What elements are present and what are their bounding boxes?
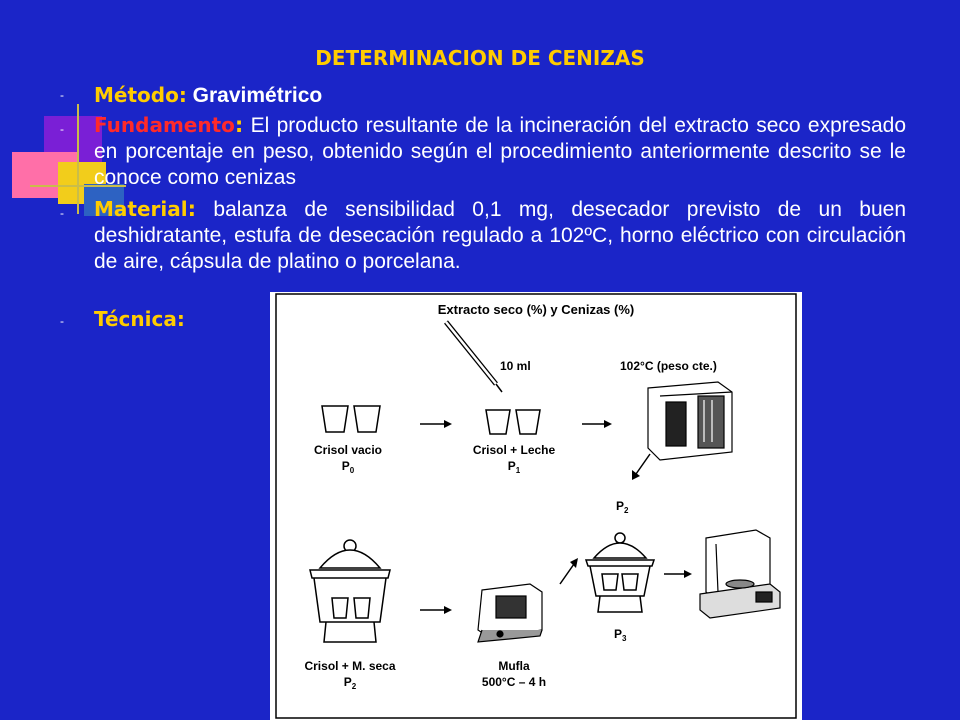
mufla-conditions-label: 500°C – 4 h xyxy=(481,675,547,689)
figure-title: Extracto seco (%) y Cenizas (%) xyxy=(437,302,635,317)
bullet-dash: - xyxy=(60,122,64,136)
tecnica-figure xyxy=(270,292,802,720)
item-material xyxy=(94,196,906,275)
bullet-dash: - xyxy=(60,206,64,220)
p2-label-bottom: $P_2$ xyxy=(343,675,357,691)
metodo-value: Gravimétrico xyxy=(192,84,323,107)
tecnica-label: Técnica: xyxy=(94,307,185,331)
fundamento-text: El producto resultante de la incineración del extracto seco expresado en porcentaje en peso, obtenido según el procedimiento anteriormente descrito se le conoce como cenizas xyxy=(94,114,906,189)
material-label: Material xyxy=(94,197,188,221)
bullet-dash: - xyxy=(60,88,64,102)
arrow-icon xyxy=(664,570,692,578)
p2-label: $P_2$ xyxy=(616,499,629,515)
crisol-mseca-label: Crisol + M. seca xyxy=(304,659,396,673)
decor-vertical-line xyxy=(77,104,79,214)
item-fundamento xyxy=(94,112,906,191)
p3-label: $P_3$ xyxy=(614,627,627,643)
p1-label: $P_1$ xyxy=(507,459,521,475)
fundamento-colon: : xyxy=(234,113,244,137)
material-text: balanza de sensibilidad 0,1 mg, desecador previsto de un buen deshidratante, estufa de desecación regulado a 102ºC, horno eléctrico con circulación de aire, cápsula de platino o porcelana. xyxy=(94,198,906,273)
material-colon: : xyxy=(187,197,196,221)
figure-border xyxy=(276,294,796,718)
crisol-leche-label: Crisol + Leche xyxy=(472,443,556,457)
item-metodo xyxy=(94,82,906,109)
metodo-label: Método: xyxy=(94,83,187,107)
mufla-label: Mufla xyxy=(498,659,530,673)
arrow-icon xyxy=(632,454,650,480)
arrow-icon xyxy=(420,420,452,428)
pipette-icon xyxy=(446,322,502,392)
arrow-icon xyxy=(582,420,612,428)
muffle-furnace-icon xyxy=(478,584,542,642)
fundamento-label: Fundamento xyxy=(94,113,235,137)
p0-label: $P_0$ xyxy=(341,459,355,475)
arrow-icon xyxy=(560,558,578,584)
temperature-label: 102°C (peso cte.) xyxy=(620,359,717,373)
procedure-diagram xyxy=(270,292,802,720)
oven-icon xyxy=(648,382,732,460)
crucibles-milk-icon xyxy=(486,410,540,434)
volume-label: 10 ml xyxy=(500,359,531,373)
bullet-dash: - xyxy=(60,314,64,328)
slide-title: DETERMINACION DE CENIZAS xyxy=(315,46,645,70)
crisol-vacio-label: Crisol vacio xyxy=(313,443,383,457)
desiccator-icon xyxy=(586,533,654,612)
balance-icon xyxy=(700,530,780,618)
crucibles-empty-icon xyxy=(322,406,380,432)
desiccator-icon xyxy=(310,540,390,642)
arrow-icon xyxy=(420,606,452,614)
